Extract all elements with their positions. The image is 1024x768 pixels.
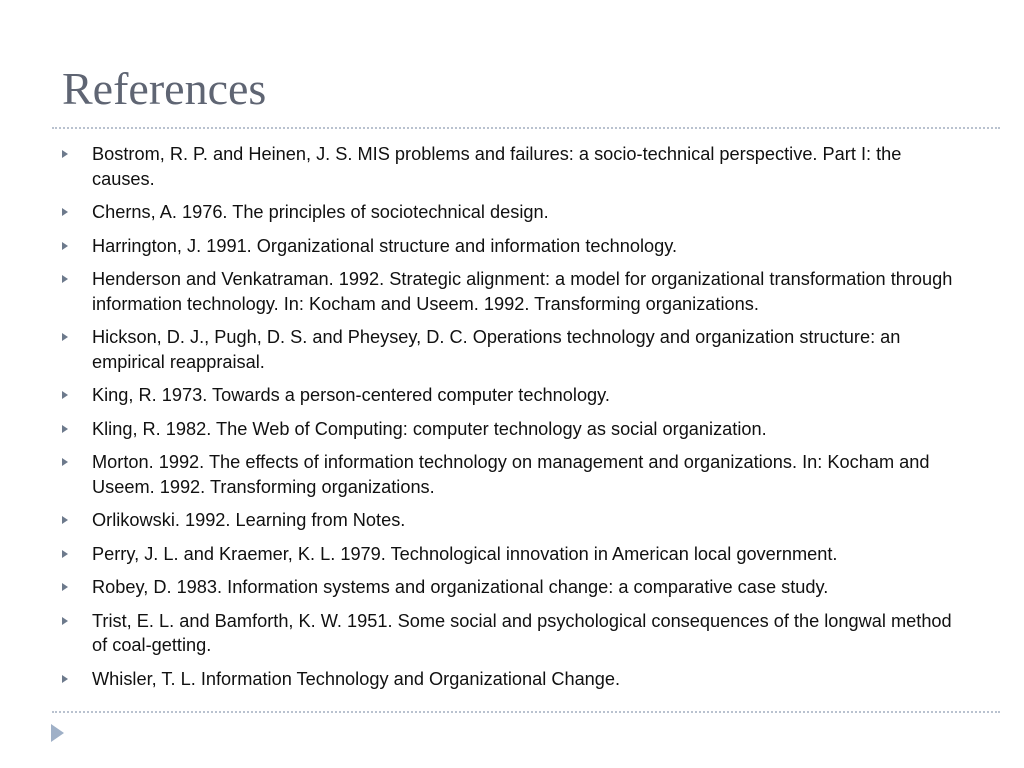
reference-text: Orlikowski. 1992. Learning from Notes. <box>92 510 406 530</box>
list-item <box>62 450 967 499</box>
triangle-bullet-icon <box>62 391 68 399</box>
list-item <box>62 200 967 225</box>
triangle-bullet-icon <box>62 333 68 341</box>
reference-text: King, R. 1973. Towards a person-centered computer technology. <box>92 385 610 405</box>
reference-text: Perry, J. L. and Kraemer, K. L. 1979. Technological innovation in American local government. <box>92 543 838 564</box>
triangle-bullet-icon <box>62 150 68 158</box>
triangle-bullet-icon <box>62 617 68 625</box>
slide-title: References <box>62 63 267 114</box>
reference-text: Robey, D. 1983. Information systems and organizational change: a comparative case study. <box>92 577 829 597</box>
reference-list <box>62 142 967 700</box>
triangle-bullet-icon <box>62 550 68 558</box>
triangle-bullet-icon <box>62 242 68 250</box>
triangle-bullet-icon <box>62 675 68 683</box>
reference-text: Morton. 1992. The effects of information technology on management and organizations. In: Kocham and Useem. 1992. Transforming organizations. <box>92 452 930 497</box>
list-item <box>62 575 967 600</box>
reference-text: Harrington, J. 1991. Organizational structure and information technology. <box>92 235 678 256</box>
reference-text: Whisler, T. L. Information Technology and Organizational Change. <box>92 668 621 689</box>
triangle-bullet-icon <box>62 208 68 216</box>
reference-text: Hickson, D. J., Pugh, D. S. and Pheysey, D. C. Operations technology and organization structure: an empirical reappraisal. <box>92 327 901 372</box>
reference-text: Henderson and Venkatraman. 1992. Strategic alignment: a model for organizational transformation through information technology. In: Kocham and Useem. 1992. Transforming organizations. <box>92 269 953 314</box>
triangle-bullet-icon <box>62 458 68 466</box>
list-item <box>62 542 967 567</box>
triangle-bullet-icon <box>62 583 68 591</box>
list-item <box>62 267 967 316</box>
list-item <box>62 609 967 658</box>
reference-text: Bostrom, R. P. and Heinen, J. S. MIS problems and failures: a socio-technical perspective. Part I: the causes. <box>92 144 902 189</box>
reference-text: Trist, E. L. and Bamforth, K. W. 1951. Some social and psychological consequences of the longwal method of coal-getting. <box>92 610 952 655</box>
list-item <box>62 325 967 374</box>
footer-divider <box>52 711 1000 713</box>
triangle-bullet-icon <box>62 275 68 283</box>
list-item <box>62 142 967 191</box>
reference-text: Kling, R. 1982. The Web of Computing: computer technology as social organization. <box>92 418 767 439</box>
list-item <box>62 508 967 533</box>
list-item <box>62 667 967 692</box>
triangle-bullet-icon <box>62 516 68 524</box>
list-item <box>62 383 967 408</box>
next-slide-icon[interactable] <box>51 724 64 742</box>
list-item <box>62 234 967 259</box>
triangle-bullet-icon <box>62 425 68 433</box>
title-divider <box>52 127 1000 129</box>
list-item <box>62 417 967 442</box>
reference-text: Cherns, A. 1976. The principles of sociotechnical design. <box>92 202 549 222</box>
